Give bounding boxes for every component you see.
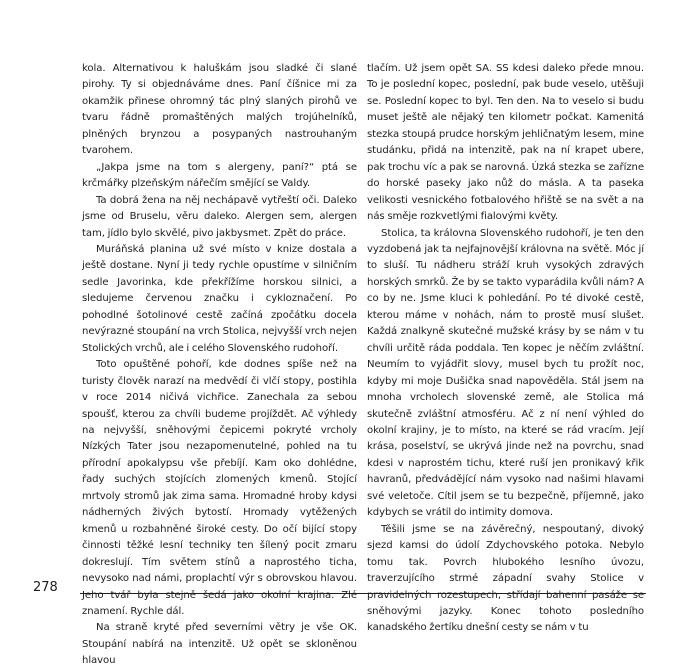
paragraph-dialogue: „Jakpa jsme na tom s alergeny, paní?“ ptá se krčmářky plzeňským nářečím smějící se Valdy. (82, 161, 357, 190)
paragraph: Ta dobrá žena na něj nechápavě vytřeští oči. Daleko jsme od Bruselu, věru daleko. Alergen sem, alergen tam, jídlo bylo skvělé, pivo jakbysmet. Zpět do práce. (82, 194, 357, 239)
paragraph-continued: tlačím. Už jsem opět SA. SS kdesi daleko přede mnou. To je poslední kopec, poslední, pak bude veselo, utěšuji se. Poslední kopec to byl. Ten den. Na to veselo si budu muset ještě ale nějaký ten kilometr počkat. Kamenitá stezka stoupá prudce horským jehličnatým lesem, mine studánku, přidá na intenzitě, pak na ní krapet ubere, pak trochu víc a pak se narovná. Úzká stezka se zařízne do horské paseky jako nůž do másla. A ta paseka velikosti vesnického fotbalového hřiště se na svět a na nás směje rozkvetlými fialovými květy. (367, 63, 644, 223)
paragraph: Muráňská planina už své místo v knize dostala a ještě dostane. Nyní ji tedy rychle opustíme v silničním sedle Javorinka, kde překřížíme horskou silnici, a sledujeme červenou značku i cykloznačení. Po pohodlné šotolinové cestě začíná zpočátku docela nevýrazné stoupání na vrch Stolica, nejvyšší vrch nejen Stolických vrchů, ale i celého Slovenského rudohoří. (82, 243, 357, 354)
right-text-column (367, 61, 644, 637)
page-number: 278 (33, 580, 58, 595)
paragraph: Stolica, ta královna Slovenského rudohoří, je ten den vyzdobená jak ta nejfajnovější královna na světě. Móc jí to sluší. Tu nádheru stráží kruh vysokých zdravých horských smrků. Že by se takto vyparádila kvůli nám? A co by ne. Jsme kluci k pohledání. Po té divoké cestě, kterou máme v nohách, nám to prostě musí slušet. Každá znalkyně skutečné mužské krásy by se nám v tu chvíli určitě ráda poddala. Ten kopec je něčím zvláštní. Neumím to vyjádřit slovy, musel bych tu prožít noc, kdyby mi moje Dušička snad napověděla. Stál jsem na mnoha vrcholech slovenské země, ale Stolica má skutečně zvláštní atmosféru. Ač z ní není výhled do okolní krajiny, je to místo, na které se rád vracím. Její krása, poselství, se ukrývá jinde než na povrchu, snad kdesi v naprostém tichu, které ruší jen pronikavý křik havranů, předvádějící nám vysoko nad našimi hlavami své veletoče. Cítil jsem se tu bezpečně, příjemně, jako kdybych se vrátil do intimity domova. (367, 227, 644, 519)
paragraph-continued: kola. Alternativou k haluškám jsou sladké či slané pirohy. Ty si objednáváme dnes. Paní číšnice mi za okamžik přinese ohromný tác plný slaných pirohů ve tvaru řádně promaštěných malých trojúhelníků, plněných brynzou a posypaných nastrouhaným tvarohem. (82, 63, 357, 157)
paragraph: Toto opuštěné pohoří, kde dodnes spíše než na turisty člověk narazí na medvědí či vlčí stopy, postihla v roce 2014 ničivá vichřice. Zanechala za sebou spoušť, kterou za chvíli budeme projíždět. Ač výhledy na nejvyšší, sněhovými čepicemi pokryté vrcholy Nízkých Tater jsou nezapomenutelné, pohled na tu přírodní apokalypsu vše přebíjí. Kam oko dohlédne, řady suchých stojících zlomených kmenů. Stojící mrtvoly stromů jak zima sama. Hromadné hroby kdysi nádherných živých bytostí. Hromady vytěžených kmenů u rozbahněné široké cesty. Do očí bijící stopy činnosti těžké lesní techniky ten šílený pocit zmaru dokreslují. Tím světem stínů a naprostého ticha, nevysoko nad námi, proplachtí výr s obrovskou hlavou. Jeho tvář byla stejně šedá jako okolní krajina. Zlé znamení. Rychle dál. (82, 359, 357, 617)
paragraph: Těšili jsme se na závěrečný, nespoutaný, divoký sjezd kamsi do údolí Zdychovského potoka. Nebylo tomu tak. Povrch hlubokého lesního úvozu, traverzujícího strmé západní svahy Stolice v pravidelných rozestupech, střídají bahenní pasáže se sněhovými jazyky. Konec tohoto posledního kanadského žertíku dnešní cesty se nám v tu (367, 523, 644, 634)
left-text-column (82, 61, 357, 670)
footer-divider-line (80, 593, 646, 594)
paragraph: Na straně kryté před severními větry je vše OK. Stoupání nabírá na intenzitě. Už opět se skloněnou hlavou (82, 622, 357, 667)
